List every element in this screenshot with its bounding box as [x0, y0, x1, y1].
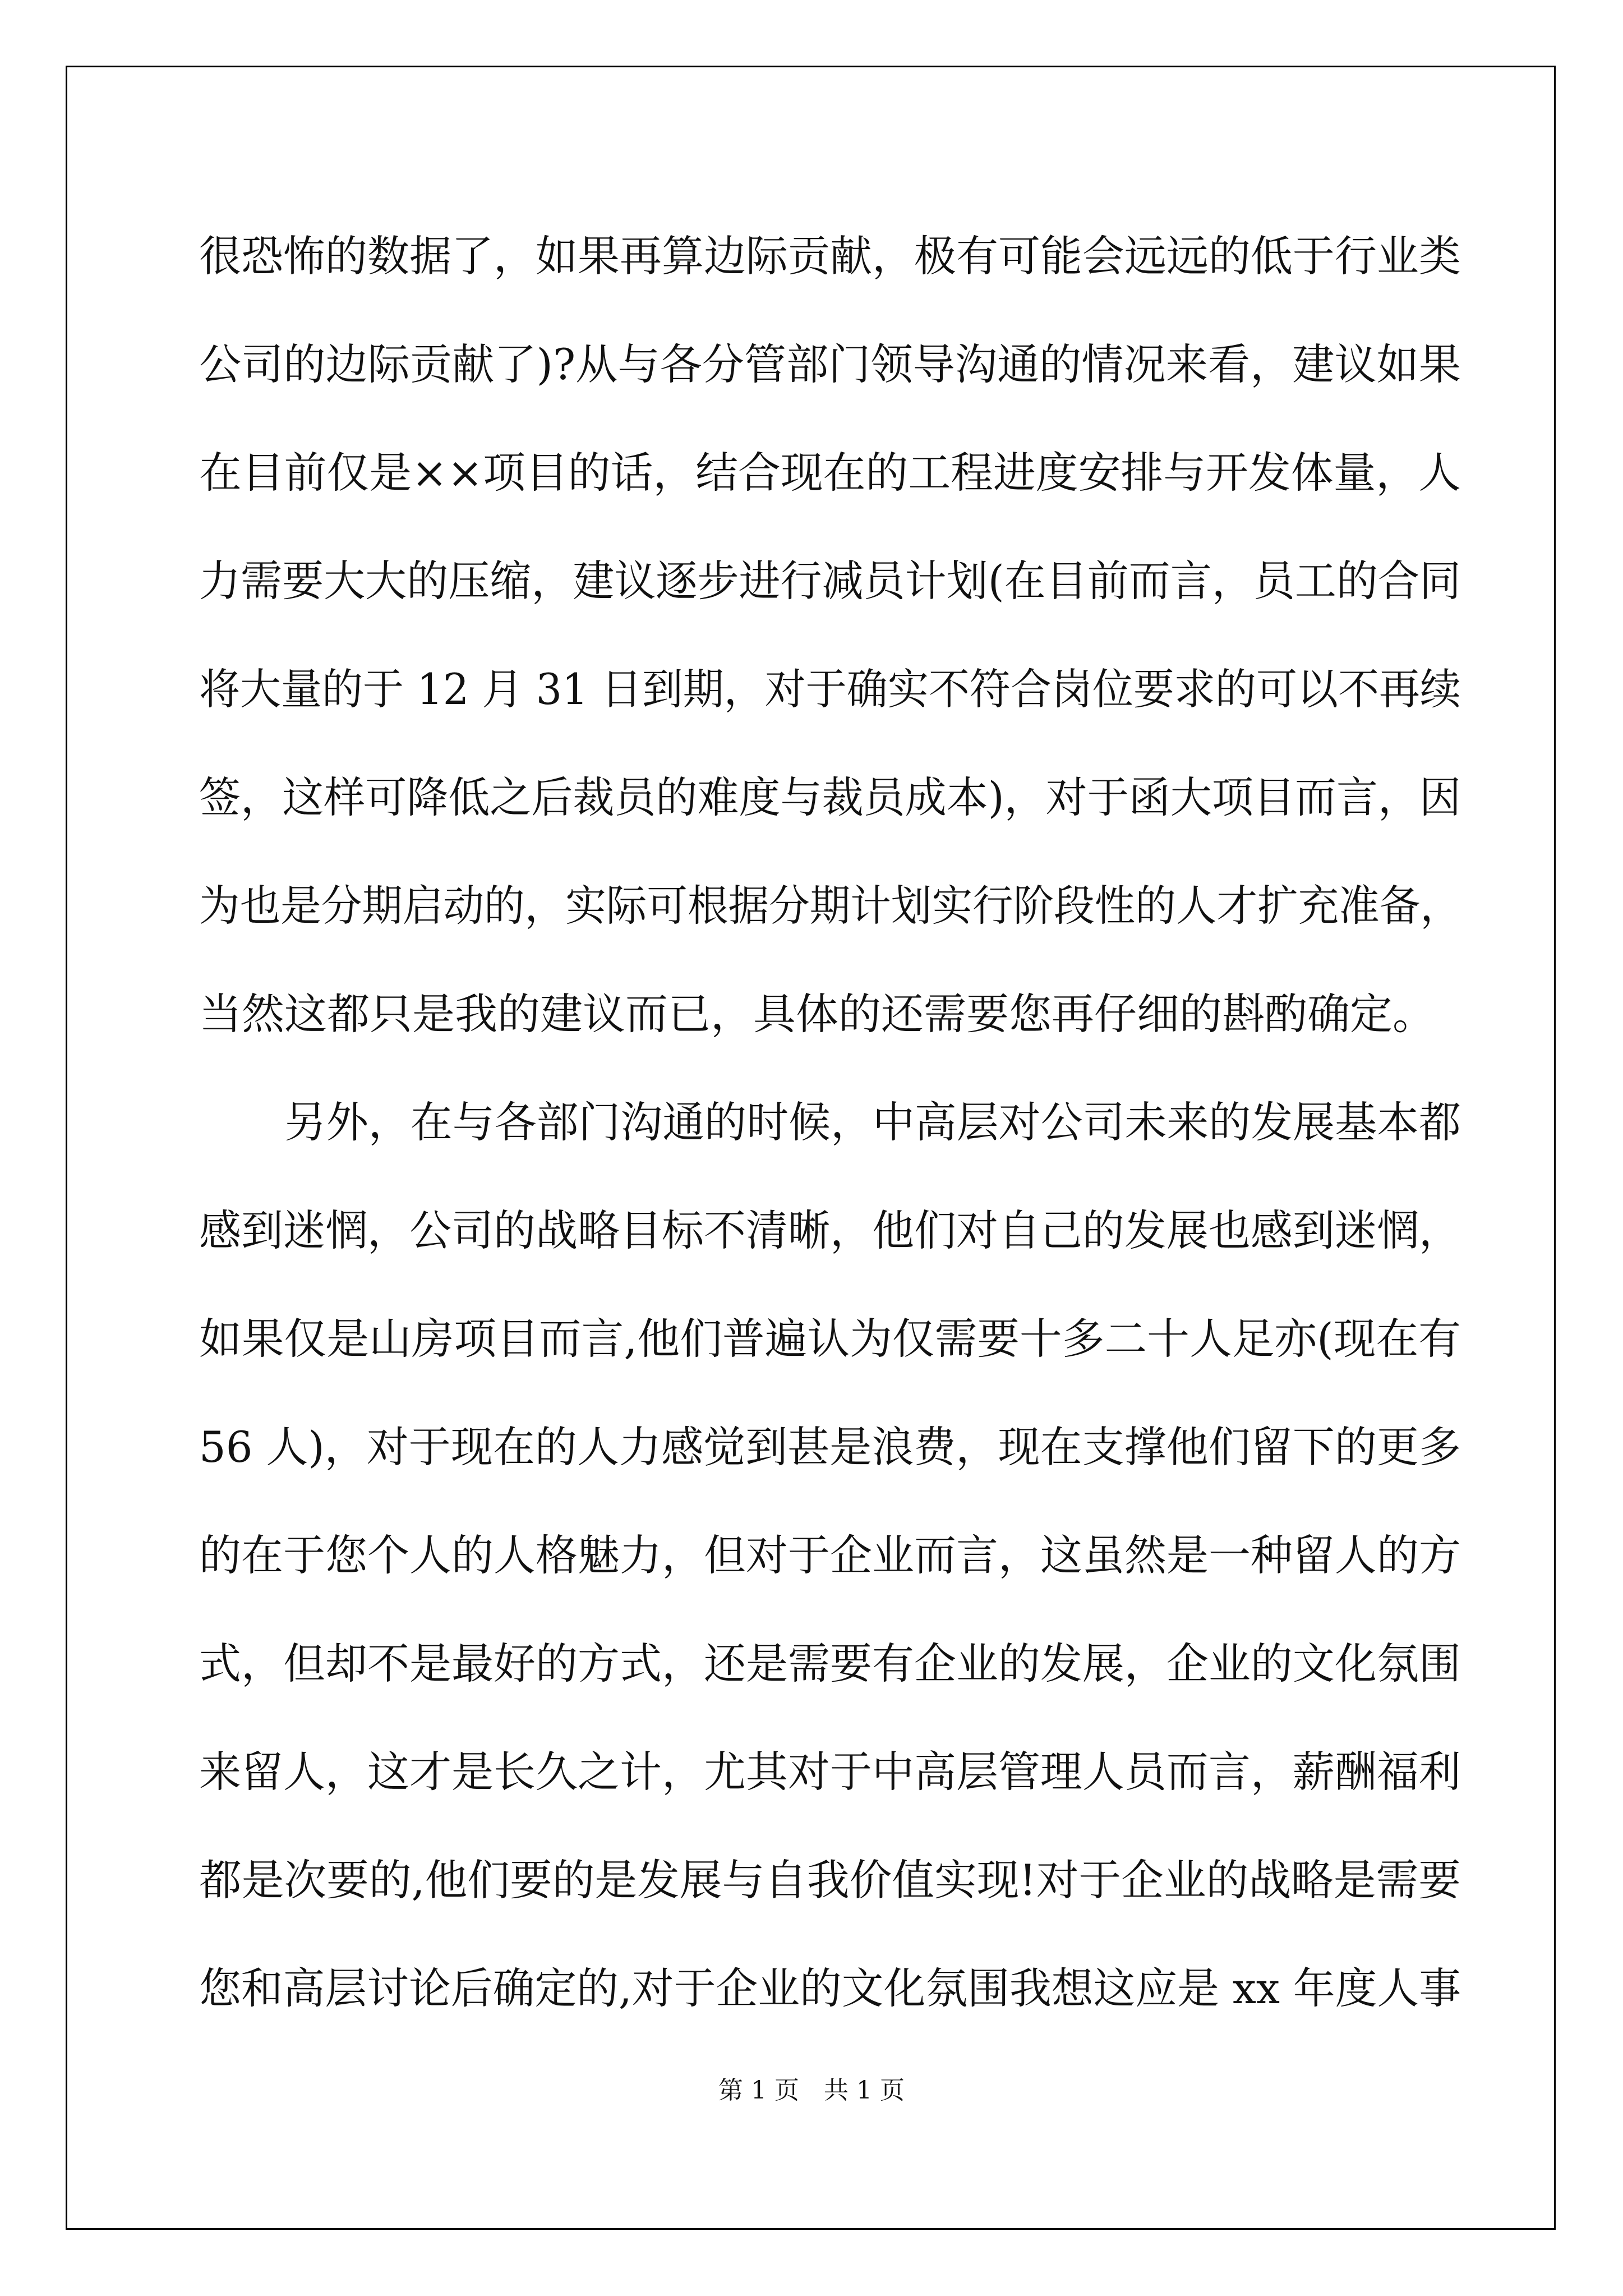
paragraph-first-line: 另外，在与各部门沟通的时候，中高层对公司未来的发展基本都 [284, 1097, 1461, 1147]
text-line: 为也是分期启动的，实际可根据分期计划实行阶段性的人才扩充准备， [199, 881, 1461, 931]
page-number-footer: 第 1 页 共 1 页 [718, 2076, 905, 2105]
text-line: 签，这样可降低之后裁员的难度与裁员成本)，对于函大项目而言，因 [199, 772, 1461, 822]
text-line: 在目前仅是××项目的话，结合现在的工程进度安排与开发体量，人 [199, 448, 1461, 498]
document-body [199, 202, 1461, 2042]
text-line: 将大量的于 12 月 31 日到期，对于确实不符合岗位要求的可以不再续 [199, 664, 1461, 714]
text-line: 感到迷惘，公司的战略目标不清晰，他们对自己的发展也感到迷惘， [199, 1205, 1461, 1255]
text-line: 都是次要的,他们要的是发展与自我价值实现!对于企业的战略是需要 [199, 1855, 1461, 1905]
text-line: 公司的边际贡献了)?从与各分管部门领导沟通的情况来看，建议如果 [199, 339, 1461, 389]
text-line: 您和高层讨论后确定的,对于企业的文化氛围我想这应是 xx 年度人事 [199, 1963, 1461, 2013]
text-line: 来留人，这才是长久之计，尤其对于中高层管理人员而言，薪酬福利 [199, 1747, 1461, 1797]
text-line: 当然这都只是我的建议而已，具体的还需要您再仔细的斟酌确定。 [199, 989, 1435, 1039]
text-line: 如果仅是山房项目而言,他们普遍认为仅需要十多二十人足亦(现在有 [199, 1314, 1461, 1364]
text-line: 很恐怖的数据了，如果再算边际贡献，极有可能会远远的低于行业类 [199, 231, 1461, 281]
text-line: 力需要大大的压缩，建议逐步进行减员计划(在目前而言，员工的合同 [199, 556, 1461, 606]
text-line: 56 人)，对于现在的人力感觉到甚是浪费，现在支撑他们留下的更多 [199, 1422, 1461, 1472]
text-line: 式，但却不是最好的方式，还是需要有企业的发展，企业的文化氛围 [199, 1639, 1461, 1688]
text-line: 的在于您个人的人格魅力，但对于企业而言，这虽然是一种留人的方 [199, 1530, 1461, 1580]
